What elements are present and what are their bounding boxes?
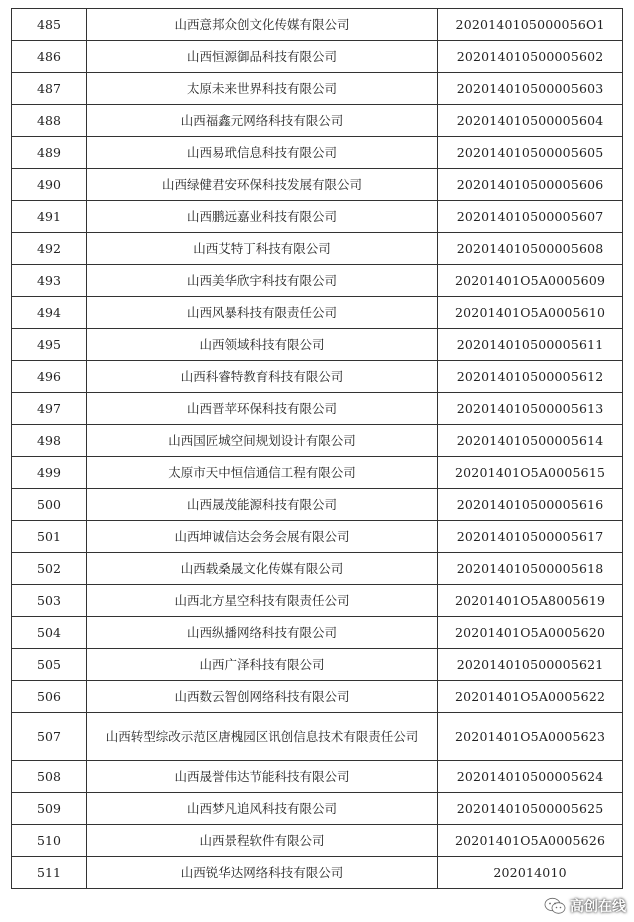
registration-code-cell: 20201401O5A0005620 xyxy=(438,617,623,649)
row-number-cell: 492 xyxy=(12,233,87,265)
row-number-cell: 494 xyxy=(12,297,87,329)
registration-code-cell: 202014010500005614 xyxy=(438,425,623,457)
table-row xyxy=(12,681,623,713)
row-number-cell: 505 xyxy=(12,649,87,681)
registration-code-cell: 202014010500005607 xyxy=(438,201,623,233)
registration-code-cell: 202014010500005618 xyxy=(438,553,623,585)
company-name-cell: 山西广泽科技有限公司 xyxy=(86,649,437,681)
registration-code-cell: 20201401O5A0005609 xyxy=(438,265,623,297)
watermark-text: 高创在线 xyxy=(570,899,626,915)
row-number-cell: 501 xyxy=(12,521,87,553)
company-name-cell: 山西载桑晟文化传媒有限公司 xyxy=(86,553,437,585)
company-name-cell: 太原市天中恒信通信工程有限公司 xyxy=(86,457,437,489)
registration-code-cell: 202014010500005624 xyxy=(438,761,623,793)
company-name-cell: 山西恒源御品科技有限公司 xyxy=(86,41,437,73)
row-number-cell: 511 xyxy=(12,857,87,889)
table-row xyxy=(12,73,623,105)
company-name-cell: 山西数云智创网络科技有限公司 xyxy=(86,681,437,713)
table-row xyxy=(12,425,623,457)
table-row xyxy=(12,857,623,889)
company-name-cell: 山西坤诚信达会务会展有限公司 xyxy=(86,521,437,553)
table-row xyxy=(12,793,623,825)
company-name-cell: 山西领域科技有限公司 xyxy=(86,329,437,361)
registration-code-cell: 202014010500005603 xyxy=(438,73,623,105)
table-row xyxy=(12,489,623,521)
company-name-cell: 山西晋苹环保科技有限公司 xyxy=(86,393,437,425)
company-name-cell: 山西福鑫元网络科技有限公司 xyxy=(86,105,437,137)
table-row xyxy=(12,553,623,585)
table-row xyxy=(12,233,623,265)
row-number-cell: 510 xyxy=(12,825,87,857)
row-number-cell: 509 xyxy=(12,793,87,825)
row-number-cell: 487 xyxy=(12,73,87,105)
company-name-cell: 山西艾特丁科技有限公司 xyxy=(86,233,437,265)
row-number-cell: 499 xyxy=(12,457,87,489)
table-row xyxy=(12,649,623,681)
table-body xyxy=(12,9,623,889)
registration-code-cell: 202014010500005621 xyxy=(438,649,623,681)
table-row xyxy=(12,297,623,329)
row-number-cell: 495 xyxy=(12,329,87,361)
registration-code-cell: 20201401O5A8005619 xyxy=(438,585,623,617)
company-name-cell: 山西纵播网络科技有限公司 xyxy=(86,617,437,649)
table-row xyxy=(12,457,623,489)
company-name-cell: 山西晟茂能源科技有限公司 xyxy=(86,489,437,521)
registration-code-cell: 2020140105000056O1 xyxy=(438,9,623,41)
table-row xyxy=(12,617,623,649)
registration-code-cell: 202014010500005606 xyxy=(438,169,623,201)
company-list-table xyxy=(11,8,623,889)
table-row xyxy=(12,825,623,857)
row-number-cell: 508 xyxy=(12,761,87,793)
company-name-cell: 山西北方星空科技有限责任公司 xyxy=(86,585,437,617)
registration-code-cell: 20201401O5A0005610 xyxy=(438,297,623,329)
company-name-cell: 山西景程软件有限公司 xyxy=(86,825,437,857)
table-row xyxy=(12,201,623,233)
row-number-cell: 500 xyxy=(12,489,87,521)
table-row xyxy=(12,585,623,617)
company-name-cell: 山西锐华达网络科技有限公司 xyxy=(86,857,437,889)
row-number-cell: 503 xyxy=(12,585,87,617)
company-name-cell: 太原未来世界科技有限公司 xyxy=(86,73,437,105)
company-name-cell: 山西鹏远嘉业科技有限公司 xyxy=(86,201,437,233)
table-row xyxy=(12,393,623,425)
table-row xyxy=(12,105,623,137)
registration-code-cell: 202014010500005608 xyxy=(438,233,623,265)
registration-code-cell: 202014010500005616 xyxy=(438,489,623,521)
watermark xyxy=(544,896,626,916)
row-number-cell: 490 xyxy=(12,169,87,201)
row-number-cell: 504 xyxy=(12,617,87,649)
registration-code-cell: 202014010500005605 xyxy=(438,137,623,169)
row-number-cell: 488 xyxy=(12,105,87,137)
company-name-cell: 山西晟誉伟达节能科技有限公司 xyxy=(86,761,437,793)
row-number-cell: 493 xyxy=(12,265,87,297)
registration-code-cell: 202014010500005613 xyxy=(438,393,623,425)
table-row xyxy=(12,329,623,361)
company-name-cell: 山西意邦众创文化传媒有限公司 xyxy=(86,9,437,41)
registration-code-cell: 20201401O5A0005622 xyxy=(438,681,623,713)
row-number-cell: 485 xyxy=(12,9,87,41)
row-number-cell: 486 xyxy=(12,41,87,73)
table-row xyxy=(12,169,623,201)
registration-code-cell: 202014010500005611 xyxy=(438,329,623,361)
table-row xyxy=(12,521,623,553)
registration-code-cell: 202014010500005625 xyxy=(438,793,623,825)
registration-code-cell: 202014010500005602 xyxy=(438,41,623,73)
company-name-cell: 山西科睿特教育科技有限公司 xyxy=(86,361,437,393)
registration-code-cell: 20201401O5A0005626 xyxy=(438,825,623,857)
row-number-cell: 496 xyxy=(12,361,87,393)
company-name-cell: 山西风暴科技有限责任公司 xyxy=(86,297,437,329)
table-row xyxy=(12,361,623,393)
row-number-cell: 489 xyxy=(12,137,87,169)
row-number-cell: 507 xyxy=(12,713,87,761)
row-number-cell: 491 xyxy=(12,201,87,233)
registration-code-cell: 202014010500005612 xyxy=(438,361,623,393)
registration-code-cell: 20201401O5A0005623 xyxy=(438,713,623,761)
company-name-cell: 山西美华欣宇科技有限公司 xyxy=(86,265,437,297)
registration-code-cell: 202014010500005617 xyxy=(438,521,623,553)
table-row xyxy=(12,713,623,761)
table-row xyxy=(12,9,623,41)
company-name-cell: 山西易玳信息科技有限公司 xyxy=(86,137,437,169)
registration-code-cell: 202014010 xyxy=(438,857,623,889)
wechat-icon xyxy=(544,897,566,915)
registration-code-cell: 20201401O5A0005615 xyxy=(438,457,623,489)
company-name-cell: 山西梦凡追风科技有限公司 xyxy=(86,793,437,825)
row-number-cell: 498 xyxy=(12,425,87,457)
company-name-cell: 山西绿健君安环保科技发展有限公司 xyxy=(86,169,437,201)
table-row xyxy=(12,265,623,297)
table-row xyxy=(12,41,623,73)
company-name-cell: 山西国匠城空间规划设计有限公司 xyxy=(86,425,437,457)
row-number-cell: 497 xyxy=(12,393,87,425)
table-row xyxy=(12,761,623,793)
company-name-cell: 山西转型综改示范区唐槐园区讯创信息技术有限责任公司 xyxy=(86,713,437,761)
table-row xyxy=(12,137,623,169)
row-number-cell: 506 xyxy=(12,681,87,713)
row-number-cell: 502 xyxy=(12,553,87,585)
registration-code-cell: 202014010500005604 xyxy=(438,105,623,137)
